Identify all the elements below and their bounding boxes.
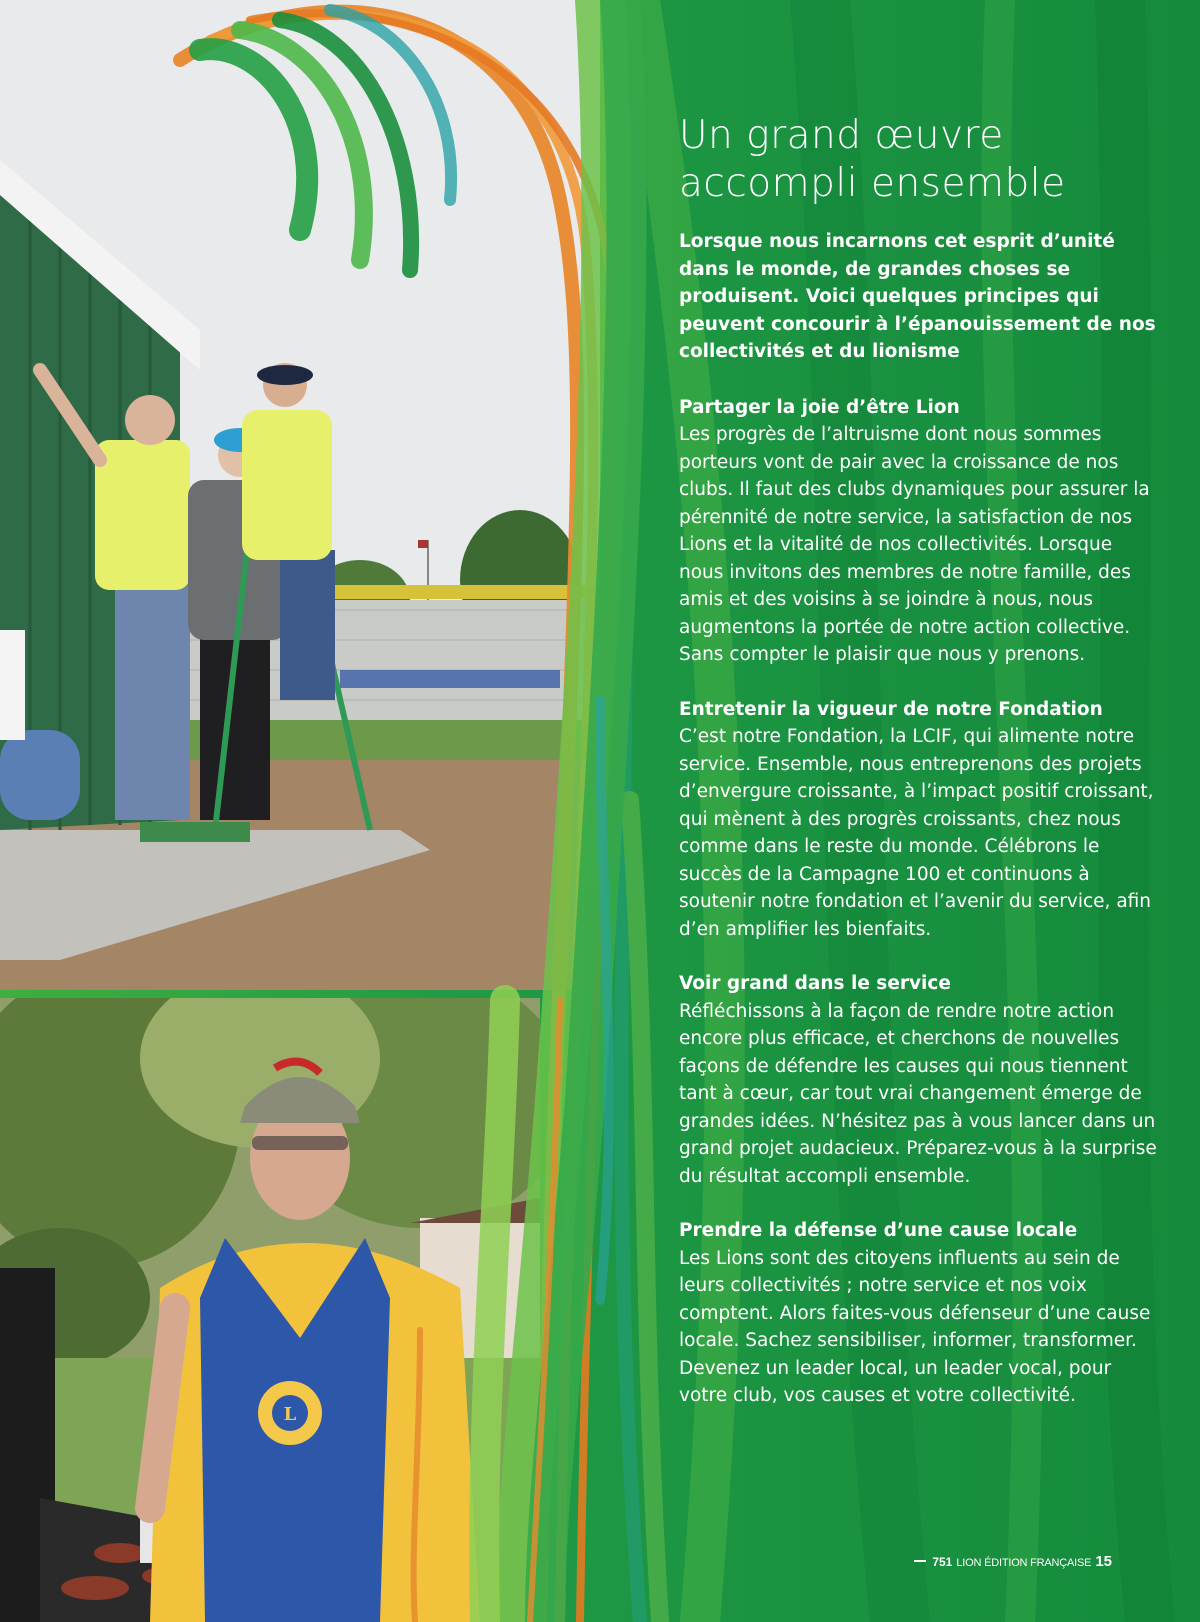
section-voir-grand [679,970,1159,1190]
section-body: Les Lions sont des citoyens influents au sein de leurs collectivités ; notre service et nos voix comptent. Alors faites-vous défenseur d’une cause locale. Sachez sensibiliser, informer, transformer. Devenez un leader local, un leader vocal, pour votre club, vos causes et votre collectivité. [679,1247,1151,1406]
page-footer [914,1553,1112,1570]
section-partager [679,394,1159,669]
footer-dash [914,1560,926,1562]
article-intro: Lorsque nous incarnons cet esprit d’unité dans le monde, de grandes choses se produisent. Voici quelques principes qui peuvent concourir à l’épanouissement de nos collectivités et du lionisme [679,231,1156,362]
edition-label: LION ÉDITION FRANÇAISE [956,1557,1092,1569]
svg-text:L: L [283,1404,297,1425]
section-body: Les progrès de l’altruisme dont nous sommes porteurs vont de pair avec la croissance de nos clubs. Il faut des clubs dynamiques pour assurer la pérennité de notre service, la satisfaction de nos Lions et la vitalité de nos collectivités. Lorsque nous invitons des membres de notre famille, des amis et des voisins à se joindre à nous, nous augmentons la portée de notre action collective. Sans compter le plaisir que nous y prenons. [679,424,1150,665]
article-text-column [679,112,1159,1437]
lion-grilling-photo [0,998,540,1622]
section-body: C’est notre Fondation, la LCIF, qui alimente notre service. Ensemble, nous entreprenons des projets d’envergure croissante, à l’impact positif croissant, qui mènent à des progrès croissants, chez nous comme dans le reste du monde. Célébrons le succès de la Campagne 100 et continuons à soutenir notre fondation et l’avenir du service, afin d’en amplifier les bienfaits. [679,726,1154,940]
section-heading: Partager la joie d’être Lion [679,396,960,418]
section-heading: Entretenir la vigueur de notre Fondation [679,698,1103,720]
page-number: 15 [1095,1553,1112,1570]
section-cause-locale [679,1217,1159,1410]
issue-number: 751 [932,1555,953,1569]
section-heading: Voir grand dans le service [679,973,951,994]
volunteers-painting-photo [0,0,600,990]
article-title-line2: accompli ensemble [679,161,1066,206]
article-title-line1: Un grand œuvre [679,113,1004,158]
section-body: Réfléchissons à la façon de rendre notre action encore plus efficace, et cherchons de nouvelles façons de défendre les causes qui nous tiennent tant à cœur, car tout vrai changement émerge de grandes idées. N’hésitez pas à vous lancer dans un grand projet audacieux. Préparez-vous à la surprise du résultat accompli ensemble. [679,1000,1157,1187]
article-title [679,112,1159,208]
section-heading: Prendre la défense d’une cause locale [679,1220,1078,1241]
section-fondation [679,696,1159,944]
